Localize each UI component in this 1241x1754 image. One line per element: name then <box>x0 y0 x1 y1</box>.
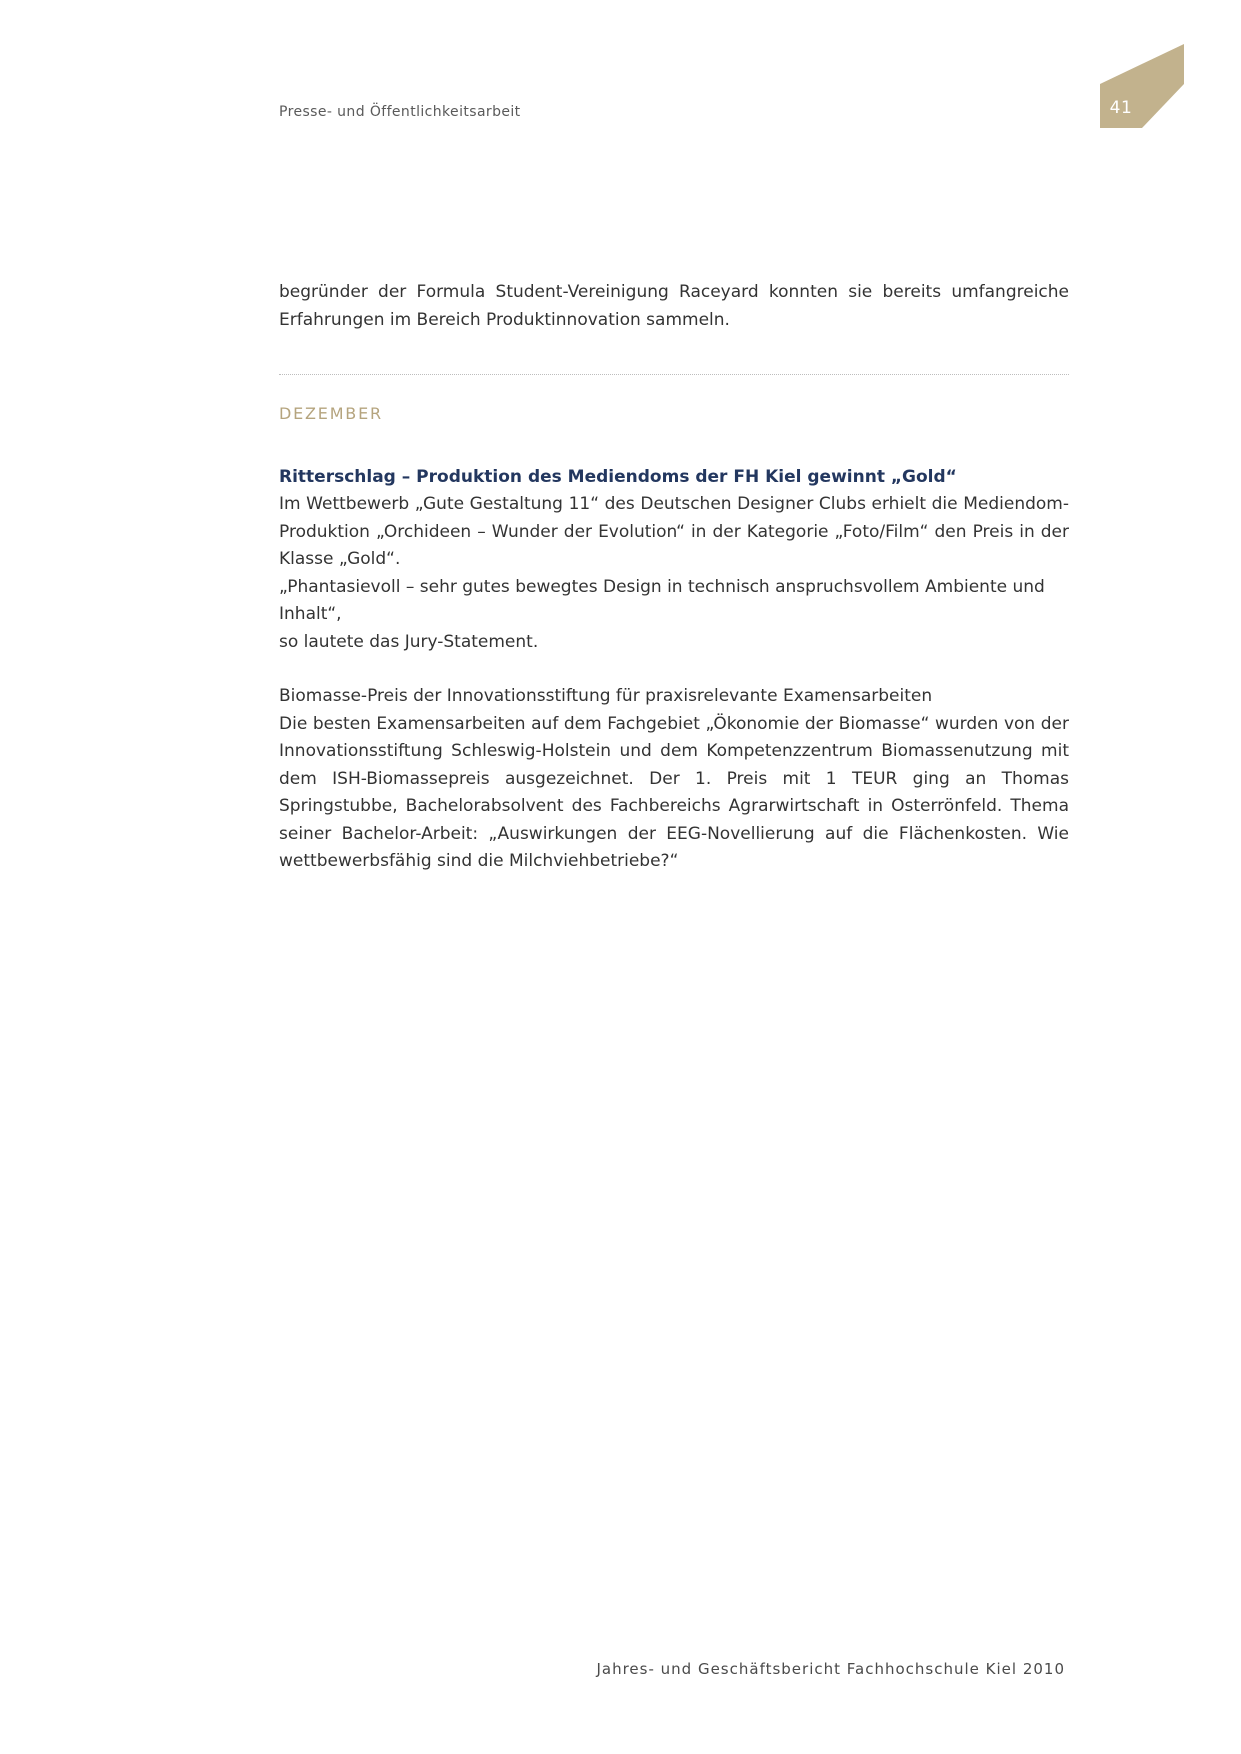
page-footer: Jahres- und Geschäftsbericht Fachhochschule Kiel 2010 <box>596 1660 1065 1678</box>
page-number: 41 <box>1109 98 1133 118</box>
main-content <box>279 279 1069 876</box>
article-body-mediendom: Im Wettbewerb „Gute Gestaltung 11“ des Deutschen Designer Clubs erhielt die Mediendom-Produktion „Orchideen – Wunder der Evolution“ in der Kategorie „Foto/Film“ den Preis in der Klasse „Gold“. <box>279 494 1069 569</box>
paragraph-spacer <box>279 656 1069 683</box>
running-header: Presse- und Öffentlichkeitsarbeit <box>279 104 521 120</box>
jury-statement-line: so lautete das Jury-Statement. <box>279 631 539 652</box>
article-title-biomasse: Biomasse-Preis der Innovationsstiftung für praxisrelevante Examensarbeiten <box>279 686 933 706</box>
jury-quote: „Phantasievoll – sehr gutes bewegtes Design in technisch anspruchsvollem Ambiente und Inhalt“, <box>279 576 1045 624</box>
article-body-biomasse: Die besten Examensarbeiten auf dem Fachgebiet „Ökonomie der Biomasse“ wurden von der Innovationsstiftung Schleswig-Holstein und dem Kompetenzzentrum Biomassenutzung mit dem ISH-Biomassepreis ausgezeichnet. Der 1. Preis mit 1 TEUR ging an Thomas Springstubbe, Bachelorabsolvent des Fachbereichs Agrarwirtschaft in Osterrönfeld. Thema seiner Bachelor-Arbeit: „Auswirkungen der EEG-Novellierung auf die Flächenkosten. Wie wettbewerbsfähig sind die Milchviehbetriebe?“ <box>279 713 1069 871</box>
intro-paragraph: begründer der Formula Student-Vereinigung Raceyard konnten sie bereits umfangreiche Erfahrungen im Bereich Produktinnovation sammeln. <box>279 282 1069 330</box>
month-heading: DEZEMBER <box>279 404 383 423</box>
article-title-mediendom: Ritterschlag – Produktion des Mediendoms der FH Kiel gewinnt „Gold“ <box>279 466 957 487</box>
dotted-divider <box>279 374 1069 375</box>
